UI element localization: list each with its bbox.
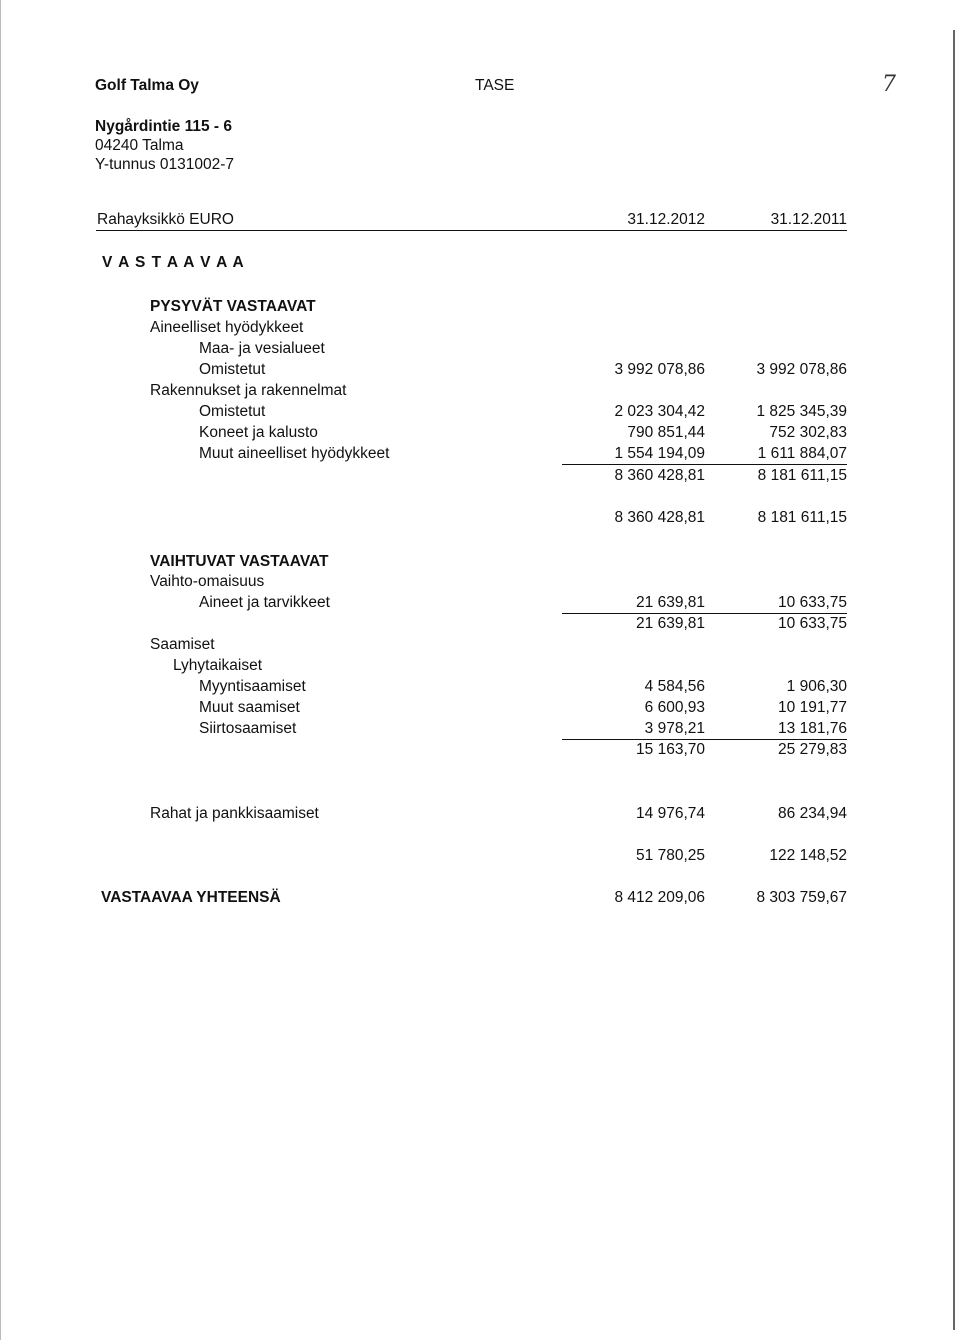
label-tangible-assets: Aineelliset hyödykkeet bbox=[150, 319, 304, 336]
section-title: V A S T A A V A A bbox=[102, 254, 245, 271]
label-inventories: Vaihto-omaisuus bbox=[150, 573, 265, 590]
value-other-receivables-2012: 6 600,93 bbox=[644, 699, 705, 716]
subtotal-receivables-2012: 15 163,70 bbox=[636, 741, 705, 758]
label-cash-bank: Rahat ja pankkisaamiset bbox=[150, 805, 319, 822]
value-machinery-2012: 790 851,44 bbox=[627, 424, 705, 441]
value-owned-2-2012: 2 023 304,42 bbox=[614, 403, 705, 420]
column-header-2012: 31.12.2012 bbox=[627, 211, 705, 228]
column-header-2011: 31.12.2011 bbox=[770, 211, 847, 228]
heading-current-assets: VAIHTUVAT VASTAAVAT bbox=[150, 553, 329, 570]
currency-unit: Rahayksikkö EURO bbox=[97, 211, 234, 228]
value-accrued-income-2012: 3 978,21 bbox=[644, 720, 705, 737]
label-other-tangible: Muut aineelliset hyödykkeet bbox=[199, 445, 390, 462]
value-owned-2-2011: 1 825 345,39 bbox=[756, 403, 847, 420]
value-cash-bank-2012: 14 976,74 bbox=[636, 805, 705, 822]
value-other-tangible-2011: 1 611 884,07 bbox=[757, 445, 847, 462]
subtotal-tangible-2012: 8 360 428,81 bbox=[614, 467, 705, 484]
value-owned-1-2012: 3 992 078,86 bbox=[614, 361, 705, 378]
value-owned-1-2011: 3 992 078,86 bbox=[756, 361, 847, 378]
value-materials-2011: 10 633,75 bbox=[778, 594, 847, 611]
value-other-receivables-2011: 10 191,77 bbox=[778, 699, 847, 716]
label-trade-receivables: Myyntisaamiset bbox=[199, 678, 306, 695]
header-underline bbox=[96, 230, 847, 231]
value-other-tangible-2012: 1 554 194,09 bbox=[614, 445, 705, 462]
value-total-assets-2012: 8 412 209,06 bbox=[614, 889, 705, 906]
document-title: TASE bbox=[475, 77, 515, 94]
label-short-term: Lyhytaikaiset bbox=[173, 657, 263, 674]
subtotal-inventories-2012: 21 639,81 bbox=[636, 615, 705, 632]
subtotal-inventories-2011: 10 633,75 bbox=[778, 615, 847, 632]
value-trade-receivables-2011: 1 906,30 bbox=[786, 678, 847, 695]
total-current-assets-2011: 122 148,52 bbox=[769, 847, 847, 864]
value-cash-bank-2011: 86 234,94 bbox=[778, 805, 847, 822]
subtotal-tangible-2011: 8 181 611,15 bbox=[757, 467, 847, 484]
subtotal-receivables-2011: 25 279,83 bbox=[778, 741, 847, 758]
total-current-assets-2012: 51 780,25 bbox=[636, 847, 705, 864]
scan-edge-right bbox=[953, 30, 955, 1330]
value-machinery-2011: 752 302,83 bbox=[769, 424, 847, 441]
label-buildings: Rakennukset ja rakennelmat bbox=[150, 382, 347, 399]
label-total-assets: VASTAAVAA YHTEENSÄ bbox=[101, 889, 281, 906]
label-machinery: Koneet ja kalusto bbox=[199, 424, 318, 441]
subtotal-underline-inventories bbox=[562, 613, 847, 614]
label-land-water: Maa- ja vesialueet bbox=[199, 340, 325, 357]
total-fixed-assets-2012: 8 360 428,81 bbox=[614, 509, 705, 526]
label-owned-1: Omistetut bbox=[199, 361, 266, 378]
value-accrued-income-2011: 13 181,76 bbox=[778, 720, 847, 737]
page-number-mark: 7 bbox=[882, 72, 896, 97]
value-materials-2012: 21 639,81 bbox=[636, 594, 705, 611]
value-total-assets-2011: 8 303 759,67 bbox=[756, 889, 847, 906]
company-name: Golf Talma Oy bbox=[95, 77, 199, 94]
subtotal-underline-receivables bbox=[562, 739, 847, 740]
business-id: Y-tunnus 0131002-7 bbox=[95, 156, 235, 173]
address-line-1: Nygårdintie 115 - 6 bbox=[95, 118, 232, 135]
label-other-receivables: Muut saamiset bbox=[199, 699, 300, 716]
total-fixed-assets-2011: 8 181 611,15 bbox=[757, 509, 847, 526]
heading-fixed-assets: PYSYVÄT VASTAAVAT bbox=[150, 298, 316, 315]
subtotal-underline-tangible bbox=[562, 464, 847, 465]
label-materials: Aineet ja tarvikkeet bbox=[199, 594, 330, 611]
label-accrued-income: Siirtosaamiset bbox=[199, 720, 297, 737]
value-trade-receivables-2012: 4 584,56 bbox=[644, 678, 705, 695]
address-line-2: 04240 Talma bbox=[95, 137, 184, 154]
label-owned-2: Omistetut bbox=[199, 403, 266, 420]
scan-edge-left bbox=[0, 0, 1, 1340]
label-receivables: Saamiset bbox=[150, 636, 215, 653]
